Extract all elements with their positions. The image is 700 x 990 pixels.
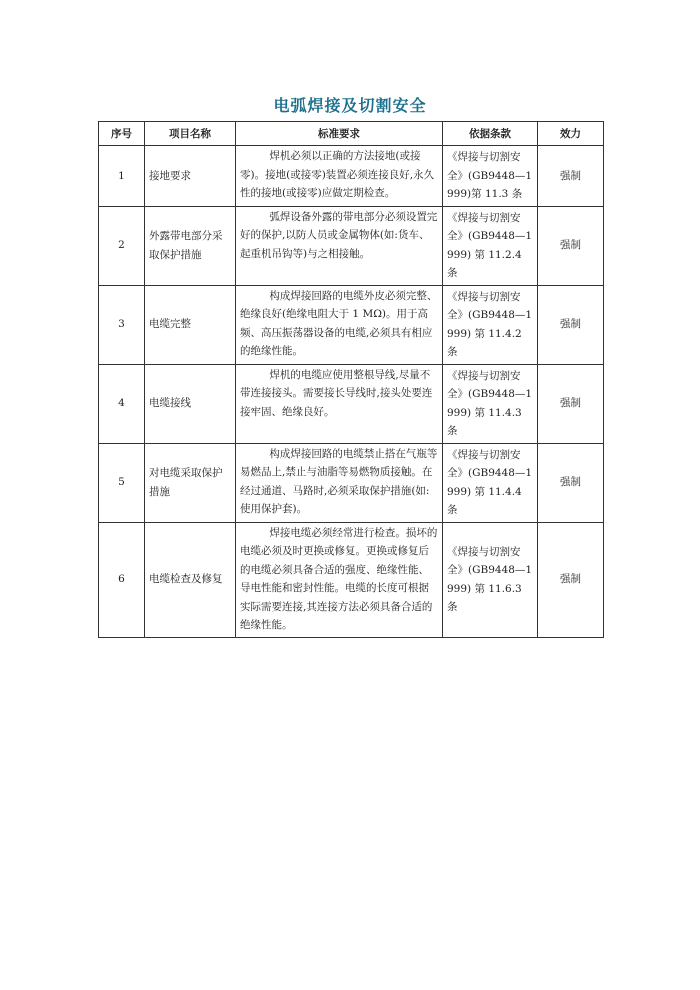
row-effect: 强制 xyxy=(538,146,604,207)
row-standard: 焊机的电缆应使用整根导线,尽量不带连接接头。需要接长导线时,接头处要连接牢固、绝缘良好。 xyxy=(236,364,443,443)
row-standard: 弧焊设备外露的带电部分必须设置完好的保护,以防人员或金属物体(如:货车、起重机吊钩等)与之相接触。 xyxy=(236,206,443,285)
row-standard: 焊接电缆必须经常进行检查。损坏的电缆必须及时更换或修复。更换或修复后的电缆必须具备合适的强度、绝缘性能、导电性能和密封性能。电缆的长度可根据实际需要连接,其连接方法必须具备合适的绝缘性能。 xyxy=(236,522,443,637)
table-row xyxy=(99,443,604,522)
row-seq: 4 xyxy=(99,364,145,443)
row-name: 接地要求 xyxy=(145,146,236,207)
row-effect: 强制 xyxy=(538,443,604,522)
row-seq: 1 xyxy=(99,146,145,207)
header-standard: 标准要求 xyxy=(236,122,443,146)
row-seq: 6 xyxy=(99,522,145,637)
row-name: 对电缆采取保护措施 xyxy=(145,443,236,522)
row-seq: 5 xyxy=(99,443,145,522)
row-basis: 《焊接与切割安全》(GB9448—1999)第 11.3 条 xyxy=(443,146,538,207)
row-effect: 强制 xyxy=(538,206,604,285)
row-standard: 焊机必须以正确的方法接地(或接零)。接地(或接零)装置必须连接良好,永久性的接地(或接零)应做定期检查。 xyxy=(236,146,443,207)
row-basis: 《焊接与切割安全》(GB9448—1999) 第 11.6.3 条 xyxy=(443,522,538,637)
header-basis: 依据条款 xyxy=(443,122,538,146)
row-name: 电缆接线 xyxy=(145,364,236,443)
table-row xyxy=(99,285,604,364)
row-name: 电缆检查及修复 xyxy=(145,522,236,637)
table-row xyxy=(99,522,604,637)
row-standard: 构成焊接回路的电缆禁止搭在气瓶等易燃品上,禁止与油脂等易燃物质接触。在经过通道、马路时,必须采取保护措施(如:使用保护套)。 xyxy=(236,443,443,522)
row-basis: 《焊接与切割安全》(GB9448—1999) 第 11.4.3 条 xyxy=(443,364,538,443)
table-row xyxy=(99,206,604,285)
row-seq: 3 xyxy=(99,285,145,364)
row-name: 电缆完整 xyxy=(145,285,236,364)
table-header-row xyxy=(99,122,604,146)
table-row xyxy=(99,364,604,443)
safety-requirements-table xyxy=(98,121,604,638)
row-standard: 构成焊接回路的电缆外皮必须完整、绝缘良好(绝缘电阻大于 1 MΩ)。用于高频、高压振荡器设备的电缆,必须具有相应的绝缘性能。 xyxy=(236,285,443,364)
table-row xyxy=(99,146,604,207)
row-basis: 《焊接与切割安全》(GB9448—1999) 第 11.4.2 条 xyxy=(443,285,538,364)
page-title: 电弧焊接及切割安全 xyxy=(273,96,427,115)
row-basis: 《焊接与切割安全》(GB9448—1999) 第 11.2.4 条 xyxy=(443,206,538,285)
header-name: 项目名称 xyxy=(145,122,236,146)
header-seq: 序号 xyxy=(99,122,145,146)
row-seq: 2 xyxy=(99,206,145,285)
header-effect: 效力 xyxy=(538,122,604,146)
row-effect: 强制 xyxy=(538,522,604,637)
row-effect: 强制 xyxy=(538,364,604,443)
row-name: 外露带电部分采取保护措施 xyxy=(145,206,236,285)
row-basis: 《焊接与切割安全》(GB9448—1999) 第 11.4.4 条 xyxy=(443,443,538,522)
row-effect: 强制 xyxy=(538,285,604,364)
